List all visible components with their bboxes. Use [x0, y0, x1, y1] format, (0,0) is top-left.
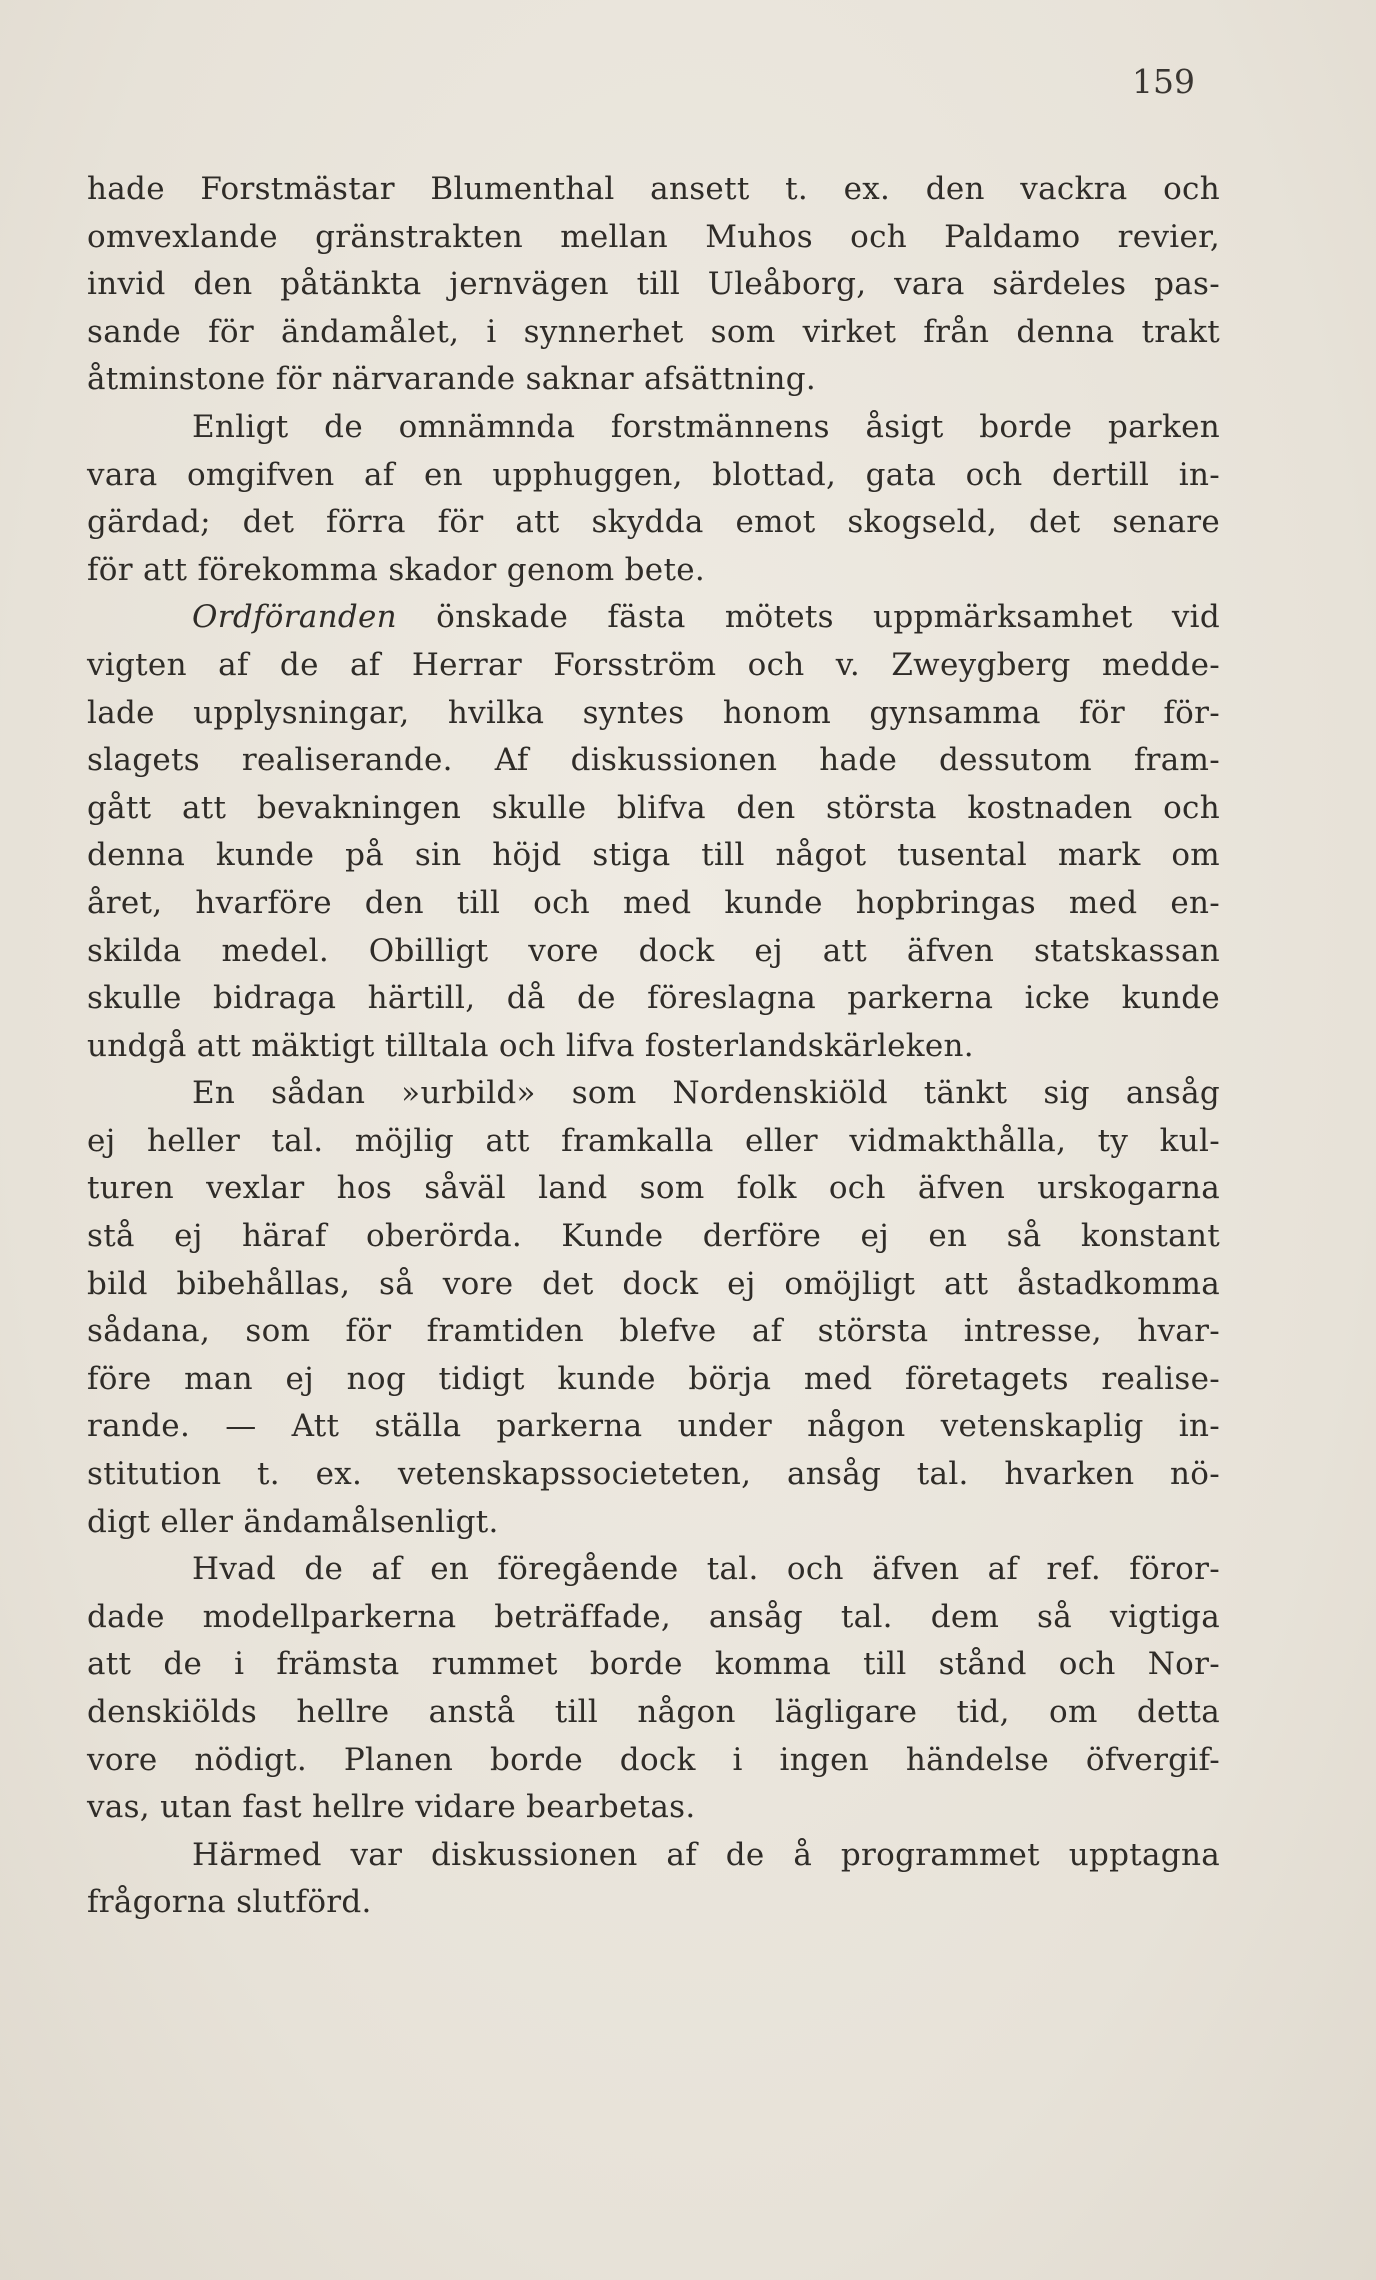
text-line [87, 690, 1220, 738]
text-line [87, 832, 1220, 880]
line-text: för att förekomma skador genom bete. [87, 551, 706, 588]
body-text [87, 166, 1220, 1927]
text-line [87, 309, 1220, 357]
line-text: stå ej häraf oberörda. Kunde derföre ej en så konstant [87, 1218, 1220, 1255]
line-text: före man ej nog tidigt kunde börja med företagets realise- [87, 1360, 1220, 1397]
line-text: hade Forstmästar Blumenthal ansett t. ex. den vackra och [87, 171, 1220, 207]
line-text: undgå att mäktigt tilltala och lifva fosterlandskärleken. [87, 1027, 974, 1064]
page-number: 159 [1132, 62, 1195, 101]
line-text: Härmed var diskussionen af de å programmet upptagna [192, 1836, 1220, 1873]
text-line [87, 1261, 1220, 1309]
text-line [87, 1689, 1220, 1737]
text-line [87, 356, 1220, 404]
text-line [87, 1070, 1220, 1118]
text-line [87, 214, 1220, 262]
text-line [87, 1023, 1220, 1071]
line-text: turen vexlar hos såväl land som folk och äfven urskogarna [87, 1170, 1220, 1207]
line-text: Hvad de af en föregående tal. och äfven af ref. föror- [192, 1551, 1220, 1588]
text-line [87, 1118, 1220, 1166]
text-line [87, 737, 1220, 785]
text-line [87, 1451, 1220, 1499]
line-text: gärdad; det förra för att skydda emot skogseld, det senare [87, 504, 1220, 541]
text-line [87, 1784, 1220, 1832]
text-line [87, 499, 1220, 547]
line-text: omvexlande gränstrakten mellan Muhos och Paldamo revier, [87, 218, 1220, 255]
text-line [87, 1546, 1220, 1594]
text-line [87, 880, 1220, 928]
italic-term: Ordföranden [192, 599, 397, 636]
line-text: frågorna slutförd. [87, 1884, 372, 1921]
line-text: vara omgifven af en upphuggen, blottad, gata och dertill in- [87, 456, 1220, 493]
line-text: stitution t. ex. vetenskapssocieteten, ansåg tal. hvarken nö- [87, 1456, 1220, 1493]
line-text: gått att bevakningen skulle blifva den största kostnaden och [87, 789, 1220, 826]
line-text: skilda medel. Obilligt vore dock ej att äfven statskassan [87, 932, 1220, 969]
text-line [87, 785, 1220, 833]
line-text: denskiölds hellre anstå till någon lägligare tid, om detta [87, 1694, 1220, 1730]
text-line [87, 1403, 1220, 1451]
line-text: dade modellparkerna beträffade, ansåg tal. dem så vigtiga [87, 1598, 1220, 1635]
text-line [87, 1832, 1220, 1880]
text-line [87, 975, 1220, 1023]
line-text: vigten af de af Herrar Forsström och v. Zweygberg medde- [87, 646, 1220, 683]
line-text: slagets realiserande. Af diskussionen hade dessutom fram- [87, 742, 1220, 779]
text-line [87, 452, 1220, 500]
line-text: En sådan »urbild» som Nordenskiöld tänkt sig ansåg [192, 1075, 1220, 1112]
text-line [87, 1594, 1220, 1642]
text-line [87, 1356, 1220, 1404]
line-text: vas, utan fast hellre vidare bearbetas. [87, 1789, 696, 1826]
text-line [87, 1213, 1220, 1261]
line-text: skulle bidraga härtill, då de föreslagna parkerna icke kunde [87, 980, 1220, 1017]
line-text: invid den påtänkta jernvägen till Uleåborg, vara särdeles pas- [87, 266, 1220, 303]
line-text: denna kunde på sin höjd stiga till något tusental mark om [87, 837, 1220, 874]
text-line [87, 1499, 1220, 1547]
line-text: lade upplysningar, hvilka syntes honom gynsamma för för- [87, 694, 1220, 731]
text-line [87, 166, 1220, 214]
line-text: rande. — Att ställa parkerna under någon vetenskaplig in- [87, 1408, 1220, 1445]
text-line [87, 404, 1220, 452]
text-line [87, 1737, 1220, 1785]
line-text: Enligt de omnämnda forstmännens åsigt borde parken [192, 408, 1220, 445]
line-text: digt eller ändamålsenligt. [87, 1503, 499, 1540]
line-text: ej heller tal. möjlig att framkalla eller vidmakthålla, ty kul- [87, 1122, 1220, 1159]
text-line [87, 928, 1220, 976]
text-line [87, 261, 1220, 309]
line-text: året, hvarföre den till och med kunde hopbringas med en- [87, 884, 1220, 921]
line-text: sådana, som för framtiden blefve af största intresse, hvar- [87, 1313, 1220, 1350]
text-line [87, 1641, 1220, 1689]
line-text: sande för ändamålet, i synnerhet som virket från denna trakt [87, 313, 1220, 350]
text-line [87, 1165, 1220, 1213]
line-text: önskade fästa mötets uppmärksamhet vid [396, 599, 1220, 636]
line-text: att de i främsta rummet borde komma till stånd och Nor- [87, 1646, 1220, 1683]
text-line [87, 1308, 1220, 1356]
text-line [87, 642, 1220, 690]
line-text: bild bibehållas, så vore det dock ej omöjligt att åstadkomma [87, 1265, 1220, 1302]
line-text: vore nödigt. Planen borde dock i ingen händelse öfvergif- [87, 1741, 1220, 1778]
text-line [87, 594, 1220, 642]
text-line [87, 1879, 1220, 1927]
text-line [87, 547, 1220, 595]
line-text: åtminstone för närvarande saknar afsättning. [87, 361, 817, 398]
